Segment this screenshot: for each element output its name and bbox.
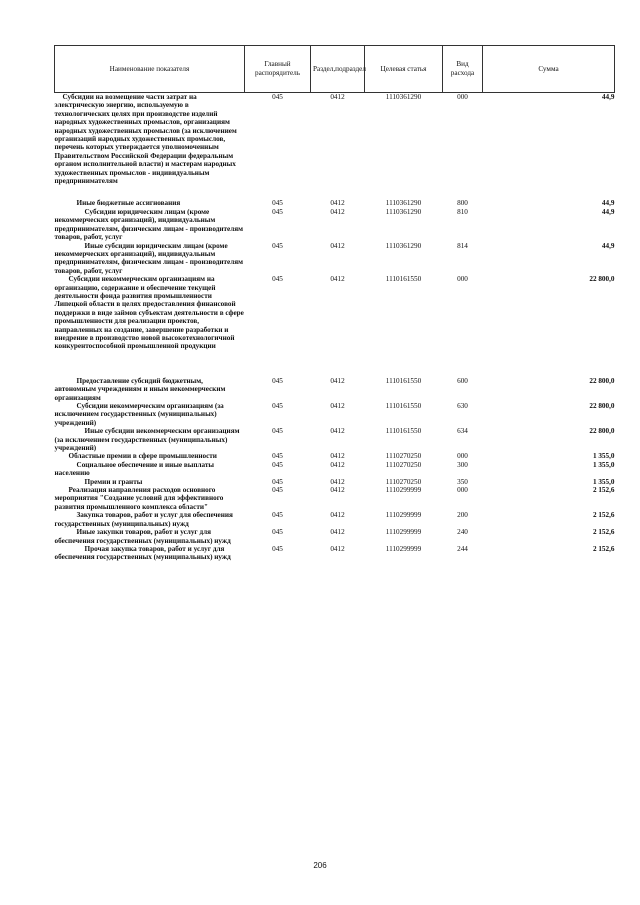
row-section: 0412 — [330, 511, 345, 520]
row-sum: 2 152,6 — [592, 486, 615, 495]
header-name: Наименование показателя — [55, 46, 245, 93]
header-sum: Сумма — [483, 46, 615, 93]
row-type: 240 — [457, 528, 468, 537]
row-manager: 045 — [272, 376, 283, 385]
row-name: Субсидии некоммерческим организациям (за исключением государственных (муниципальных) учреждений) — [54, 402, 224, 427]
row-name: Премии и гранты — [84, 477, 143, 486]
row-section: 0412 — [330, 544, 345, 553]
row-sum: 44,9 — [601, 207, 615, 216]
row-name: Социальное обеспечение и иные выплаты населению — [54, 460, 215, 478]
row-section: 0412 — [330, 275, 345, 284]
table-row — [55, 427, 615, 452]
row-sum: 1 355,0 — [592, 452, 615, 461]
header-target: Целевая статья — [365, 46, 443, 93]
row-manager: 045 — [272, 199, 283, 208]
row-target: 1110299999 — [385, 511, 422, 520]
row-target: 1110361290 — [385, 199, 422, 208]
row-target: 1110270250 — [385, 460, 422, 469]
row-section: 0412 — [330, 477, 345, 486]
row-manager: 045 — [272, 275, 283, 284]
row-section: 0412 — [330, 460, 345, 469]
row-type: 244 — [457, 544, 468, 553]
table-row — [55, 511, 615, 528]
row-section: 0412 — [330, 402, 345, 410]
budget-table — [54, 45, 615, 562]
row-name: Закупка товаров, работ и услуг для обеспечения государственных (муниципальных) нужд — [54, 511, 233, 528]
row-section: 0412 — [330, 452, 345, 461]
table-row — [55, 402, 615, 427]
row-manager: 045 — [272, 427, 283, 436]
row-type: 800 — [457, 199, 468, 208]
row-type: 000 — [457, 275, 468, 284]
row-sum: 2 152,6 — [592, 511, 615, 520]
row-target: 1110299999 — [385, 544, 422, 553]
row-spacer — [55, 351, 615, 377]
row-manager: 045 — [272, 460, 283, 469]
row-sum: 22 800,0 — [589, 427, 615, 436]
row-section: 0412 — [330, 427, 345, 436]
row-manager: 045 — [272, 452, 283, 461]
table-row — [55, 93, 615, 186]
header-section: Раздел,подраздел — [311, 46, 365, 93]
table-row — [55, 377, 615, 402]
row-sum: 22 800,0 — [589, 402, 615, 410]
table-row — [55, 528, 615, 545]
table-row — [55, 478, 615, 486]
row-name: Субсидии некоммерческим организациям на организацию, содержание и обеспечение текущей деятельности фонда развития промышленности Липецкой области в целях предоставления финансовой поддержки в виде займов субъектам деятельности в сфере промышленности для реализации проектов, направленных на создание, завершение разработки и внедрение в производство новой высокотехнологичной конкурентоспособной промышленной продукции — [54, 275, 244, 351]
header-manager: Главный распорядитель — [245, 46, 311, 93]
row-target: 1110270250 — [385, 477, 422, 486]
row-name: Иные субсидии некоммерческим организациям (за исключением государственных (муниципальных) учреждений) — [54, 427, 240, 453]
table-row — [55, 461, 615, 478]
row-manager: 045 — [272, 402, 283, 410]
row-target: 1110161550 — [385, 275, 422, 284]
row-name: Иные бюджетные ассигнования — [76, 199, 181, 208]
row-manager: 045 — [272, 544, 283, 553]
table-row — [55, 242, 615, 276]
row-name: Прочая закупка товаров, работ и услуг для обеспечения государственных (муниципальных) нужд — [54, 544, 231, 562]
row-name: Реализация направления расходов основного мероприятия "Создание условий для эффективного развития промышленного комплекса области" — [54, 486, 224, 511]
row-type: 300 — [457, 460, 468, 469]
row-section: 0412 — [330, 241, 345, 250]
row-type: 000 — [457, 452, 468, 461]
row-name: Субсидии на возмещение части затрат на электрическую энергию, используемую в технологических целях при производстве изделий народных художественных промыслов, организациям народных художественных промыслов (за исключением организаций народных художественных промыслов, перечень которых утверждается уполномоченным Правительством Российской Федерации федеральным органом исполнительной власти) и мастерам народных художественных промыслов - индивидуальным предпринимателям — [54, 93, 237, 186]
row-section: 0412 — [330, 528, 345, 537]
row-section: 0412 — [330, 486, 345, 495]
row-type: 200 — [457, 511, 468, 520]
table-row — [55, 452, 615, 460]
row-type: 630 — [457, 402, 468, 410]
row-type: 000 — [457, 486, 468, 495]
row-sum: 1 355,0 — [592, 460, 615, 469]
row-sum: 2 152,6 — [592, 544, 615, 553]
row-name: Предоставление субсидий бюджетным, автономным учреждениям и иным некоммерческим организациям — [54, 376, 226, 402]
row-section: 0412 — [330, 207, 345, 216]
table-header-row — [55, 46, 615, 93]
header-type: Вид расхода — [443, 46, 483, 93]
row-section: 0412 — [330, 376, 345, 385]
row-section: 0412 — [330, 199, 345, 208]
row-name: Областные премии в сфере промышленности — [68, 452, 217, 461]
table-row — [55, 275, 615, 351]
row-sum: 44,9 — [601, 241, 615, 250]
row-target: 1110361290 — [385, 207, 422, 216]
row-target: 1110161550 — [385, 427, 422, 436]
row-target: 1110299999 — [385, 528, 422, 537]
row-manager: 045 — [272, 528, 283, 537]
table-row — [55, 486, 615, 511]
row-target: 1110270250 — [385, 452, 422, 461]
row-target: 1110361290 — [385, 93, 422, 101]
row-manager: 045 — [272, 207, 283, 216]
table-row — [55, 199, 615, 207]
table-row — [55, 545, 615, 562]
row-manager: 045 — [272, 241, 283, 250]
row-manager: 045 — [272, 511, 283, 520]
row-sum: 22 800,0 — [589, 275, 615, 284]
row-manager: 045 — [272, 93, 283, 101]
row-target: 1110161550 — [385, 402, 422, 410]
row-name: Субсидии юридическим лицам (кроме некоммерческих организаций), индивидуальным предпринимателям, физическим лицам - производителям товаров, работ, услуг — [54, 207, 244, 242]
row-type: 814 — [457, 241, 468, 250]
row-sum: 2 152,6 — [592, 528, 615, 537]
row-name: Иные субсидии юридическим лицам (кроме некоммерческих организаций), индивидуальным предпринимателям, физическим лицам - производителям товаров, работ, услуг — [54, 241, 244, 275]
row-sum: 44,9 — [601, 199, 615, 208]
row-type: 350 — [457, 477, 468, 486]
row-manager: 045 — [272, 486, 283, 495]
row-target: 1110361290 — [385, 241, 422, 250]
row-section: 0412 — [330, 93, 345, 101]
row-type: 634 — [457, 427, 468, 436]
row-target: 1110161550 — [385, 376, 422, 385]
row-sum: 1 355,0 — [592, 477, 615, 486]
table-row — [55, 208, 615, 242]
row-name: Иные закупки товаров, работ и услуг для обеспечения государственных (муниципальных) нужд — [54, 528, 231, 545]
row-spacer — [55, 185, 615, 199]
row-sum: 22 800,0 — [589, 376, 615, 385]
row-sum: 44,9 — [601, 93, 615, 101]
row-type: 600 — [457, 376, 468, 385]
row-type: 810 — [457, 207, 468, 216]
row-manager: 045 — [272, 477, 283, 486]
row-target: 1110299999 — [385, 486, 422, 495]
row-type: 000 — [457, 93, 468, 101]
page-number: 206 — [313, 861, 327, 870]
